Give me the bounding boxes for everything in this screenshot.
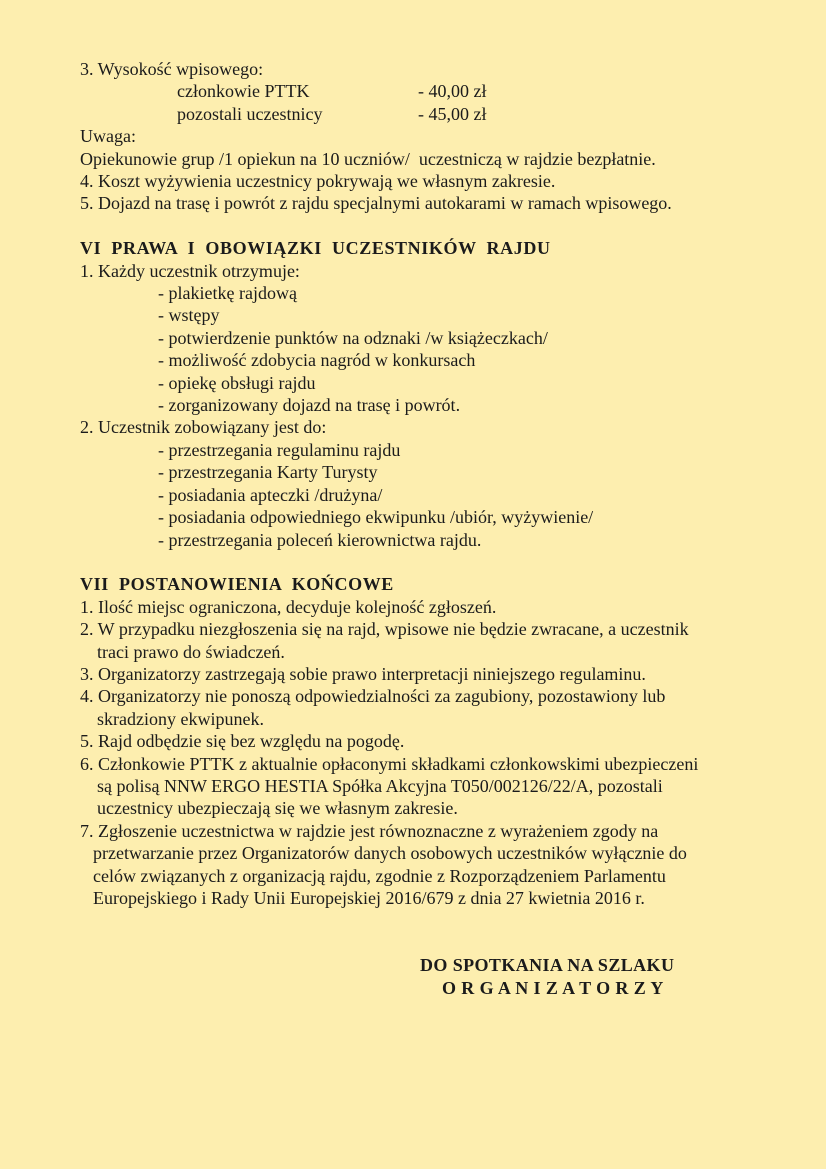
spacer-line <box>80 551 826 573</box>
signature-line: DO SPOTKANIA NA SZLAKU <box>420 955 675 976</box>
text-line: 6. Członkowie PTTK z aktualnie opłaconymi składkami członkowskimi ubezpieczeni <box>80 753 699 774</box>
fee-row <box>80 103 826 125</box>
text-line: celów związanych z organizacją rajdu, zgodnie z Rozporządzeniem Parlamentu <box>93 865 666 886</box>
text-line: - wstępy <box>158 305 220 326</box>
text-line: - przestrzegania poleceń kierownictwa rajdu. <box>158 529 482 550</box>
text-line: - zorganizowany dojazd na trasę i powrót. <box>158 395 461 416</box>
text-line: - przestrzegania Karty Turysty <box>158 462 378 483</box>
document-body <box>80 58 826 999</box>
fee-row <box>80 80 826 102</box>
text-line: 2. W przypadku niezgłoszenia się na rajd, wpisowe nie będzie zwracane, a uczestnik <box>80 619 689 640</box>
text-line: 4. Koszt wyżywienia uczestnicy pokrywają we własnym zakresie. <box>80 171 556 192</box>
spacer-line <box>80 932 826 954</box>
section-heading: VII POSTANOWIENIA KOŃCOWE <box>80 574 394 595</box>
text-line: 1. Każdy uczestnik otrzymuje: <box>80 260 300 281</box>
text-line: Opiekunowie grup /1 opiekun na 10 uczniów/ uczestniczą w rajdzie bezpłatnie. <box>80 148 656 169</box>
text-line: - możliwość zdobycia nagród w konkursach <box>158 350 476 371</box>
text-line: Europejskiego i Rady Unii Europejskiej 2016/679 z dnia 27 kwietnia 2016 r. <box>93 888 645 908</box>
text-line: są polisą NNW ERGO HESTIA Spółka Akcyjna T050/002126/22/A, pozostali <box>97 775 663 796</box>
text-line: przetwarzanie przez Organizatorów danych osobowych uczestników wyłącznie do <box>93 843 687 864</box>
text-line: 3. Wysokość wpisowego: <box>80 59 264 79</box>
text-line: 3. Organizatorzy zastrzegają sobie prawo interpretacji niniejszego regulaminu. <box>80 663 646 684</box>
signature-line: O R G A N I Z A T O R Z Y <box>442 977 664 998</box>
text-line: 1. Ilość miejsc ograniczona, decyduje kolejność zgłoszeń. <box>80 596 497 617</box>
fee-label: członkowie PTTK <box>177 81 310 102</box>
text-line: - przestrzegania regulaminu rajdu <box>158 439 401 460</box>
text-line: uczestnicy ubezpieczają się we własnym zakresie. <box>97 798 458 819</box>
text-line: - opiekę obsługi rajdu <box>158 372 316 393</box>
text-line: 4. Organizatorzy nie ponoszą odpowiedzialności za zagubiony, pozostawiony lub <box>80 686 666 707</box>
text-line: - posiadania odpowiedniego ekwipunku /ubiór, wyżywienie/ <box>158 507 594 528</box>
text-line: - posiadania apteczki /drużyna/ <box>158 484 383 505</box>
text-line: 5. Dojazd na trasę i powrót z rajdu specjalnymi autokarami w ramach wpisowego. <box>80 193 672 214</box>
spacer-line <box>80 909 826 931</box>
text-line: 5. Rajd odbędzie się bez względu na pogodę. <box>80 731 405 752</box>
spacer-line <box>80 215 826 237</box>
fee-label: pozostali uczestnicy <box>177 103 323 124</box>
text-line: 2. Uczestnik zobowiązany jest do: <box>80 417 327 438</box>
text-line: Uwaga: <box>80 126 136 147</box>
text-line: skradziony ekwipunek. <box>97 708 264 729</box>
text-line: - plakietkę rajdową <box>158 283 297 304</box>
fee-amount: - 45,00 zł <box>418 103 487 124</box>
text-line: 7. Zgłoszenie uczestnictwa w rajdzie jest równoznaczne z wyrażeniem zgody na <box>80 820 659 841</box>
text-line: - potwierdzenie punktów na odznaki /w książeczkach/ <box>158 327 548 348</box>
section-heading: VI PRAWA I OBOWIĄZKI UCZESTNIKÓW RAJDU <box>80 238 551 259</box>
fee-amount: - 40,00 zł <box>418 81 487 102</box>
text-line: traci prawo do świadczeń. <box>97 641 285 662</box>
